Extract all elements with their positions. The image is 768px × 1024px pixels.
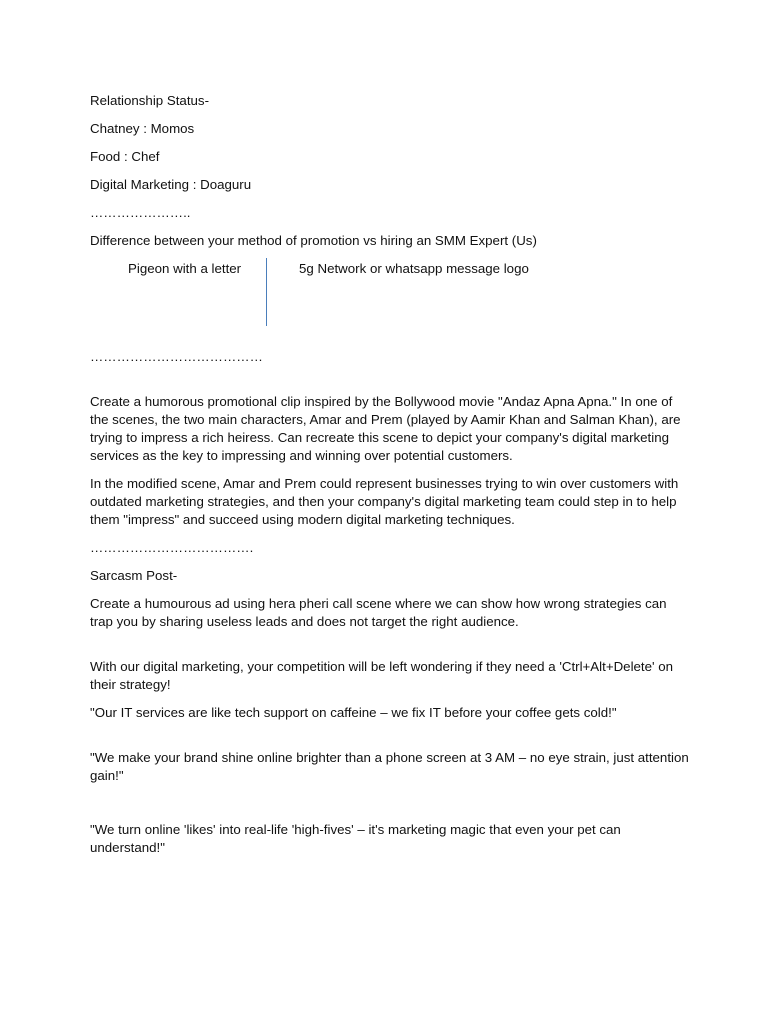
document-page — [90, 92, 690, 867]
paragraph-modified-scene: In the modified scene, Amar and Prem could represent businesses trying to win over customers with outdated marketing strategies, and then your company's digital marketing team could step in to help them "impress" and succeed using modern digital marketing techniques. — [90, 476, 679, 527]
comparison-right-cell: 5g Network or whatsapp message logo — [299, 261, 529, 276]
paragraph-andaz-apna-apna: Create a humorous promotional clip inspired by the Bollywood movie "Andaz Apna Apna." In one of the scenes, the two main characters, Amar and Prem (played by Aamir Khan and Salman Khan), are trying to impress a rich heiress. Can recreate this scene to depict your company's digital marketing services as the key to impressing and winning over potential customers. — [90, 394, 681, 463]
spacer — [90, 795, 690, 821]
separator: ………………………………. — [90, 540, 254, 555]
paragraph-hera-pheri: Create a humourous ad using hera pheri call scene where we can show how wrong strategies can trap you by sharing useless leads and does not target the right audience. — [90, 596, 667, 629]
spacer — [90, 732, 690, 749]
sarcasm-heading: Sarcasm Post- — [90, 568, 178, 583]
line-ctrl-alt-delete: With our digital marketing, your competition will be left wondering if they need a 'Ctrl+Alt+Delete' on their strategy! — [90, 659, 674, 692]
comparison-table — [90, 260, 690, 340]
status-heading: Relationship Status- — [90, 93, 209, 108]
spacer — [90, 641, 690, 658]
comparison-divider — [266, 258, 267, 326]
separator: ………………….. — [90, 205, 191, 220]
line-likes: "We turn online 'likes' into real-life 'high-fives' – it's marketing magic that even your pet can understand!" — [90, 822, 621, 855]
comparison-left-cell: Pigeon with a letter — [128, 261, 242, 276]
line-it-services: "Our IT services are like tech support on caffeine – we fix IT before your coffee gets cold!" — [90, 705, 617, 720]
spacer — [90, 376, 690, 393]
pair-food-chef: Food : Chef — [90, 149, 160, 164]
pair-digital-marketing: Digital Marketing : Doaguru — [90, 177, 252, 192]
comparison-heading: Difference between your method of promotion vs hiring an SMM Expert (Us) — [90, 233, 537, 248]
line-brand-shine: "We make your brand shine online brighter than a phone screen at 3 AM – no eye strain, just attention gain!" — [90, 750, 689, 783]
separator: ………………………………… — [90, 349, 263, 364]
pair-chatney-momos: Chatney : Momos — [90, 121, 195, 136]
